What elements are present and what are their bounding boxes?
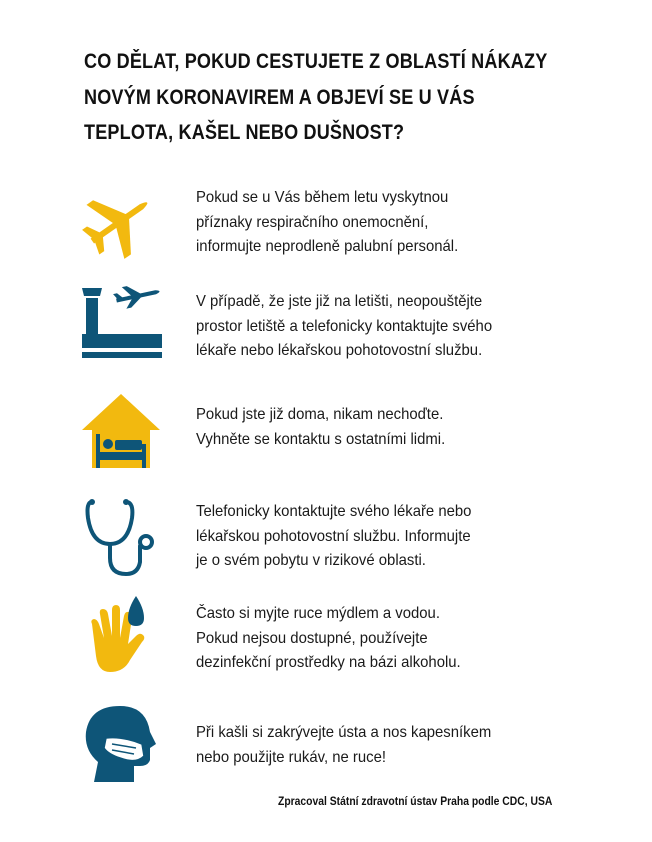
advice-text-flight (196, 186, 605, 260)
advice-line: Telefonicky kontaktujte svého lékaře nebo (196, 503, 472, 520)
advice-text-home (196, 403, 605, 452)
advice-text-airport (196, 290, 605, 364)
advice-line: Pokud nejsou dostupné, používejte (196, 629, 428, 647)
title-line-1: CO DĚLAT, POKUD CESTUJETE Z OBLASTÍ NÁKAZY (84, 50, 548, 73)
advice-text-doctor (196, 500, 605, 574)
advice-text-cough (196, 721, 605, 770)
advice-line: Pokud jste již doma, nikam nechoďte. (196, 406, 444, 423)
advice-line: Pokud se u Vás během letu vyskytnou (196, 189, 449, 206)
advice-line: prostor letiště a telefonicky kontaktujte svého (196, 317, 493, 335)
advice-line: V případě, že jste již na letišti, neopouštějte (196, 293, 483, 310)
advice-line: lékařskou pohotovostní službu. Informujte (196, 527, 471, 545)
source-credit: Zpracoval Státní zdravotní ústav Praha podle CDC, USA (278, 796, 553, 808)
title-line-3: TEPLOTA, KAŠEL NEBO DUŠNOST? (84, 121, 405, 144)
advice-line: je o svém pobytu v rizikové oblasti. (196, 552, 426, 569)
advice-line: Při kašli si zakrývejte ústa a nos kapesníkem (196, 724, 492, 741)
title-line-2: NOVÝM KORONAVIREM A OBJEVÍ SE U VÁS (84, 85, 475, 109)
hand-drop-icon (80, 594, 162, 676)
advice-line: Často si myjte ruce mýdlem a vodou. (196, 605, 440, 622)
advice-line: lékaře nebo lékařskou pohotovostní službu. (196, 342, 483, 359)
airport-icon (80, 284, 162, 366)
airplane-icon (80, 180, 162, 262)
advice-line: dezinfekční prostředky na bázi alkoholu. (196, 654, 461, 671)
advice-line: příznaky respiračního onemocnění, (196, 213, 429, 231)
advice-line: nebo použijte rukáv, ne ruce! (196, 748, 386, 766)
home-bed-icon (80, 392, 162, 474)
stethoscope-icon (80, 496, 162, 578)
face-mask-icon (80, 702, 162, 784)
advice-line: informujte neprodleně palubní personál. (196, 238, 459, 255)
advice-line: Vyhněte se kontaktu s ostatními lidmi. (196, 430, 446, 448)
page-title (84, 44, 548, 151)
advice-text-handwash (196, 602, 605, 676)
